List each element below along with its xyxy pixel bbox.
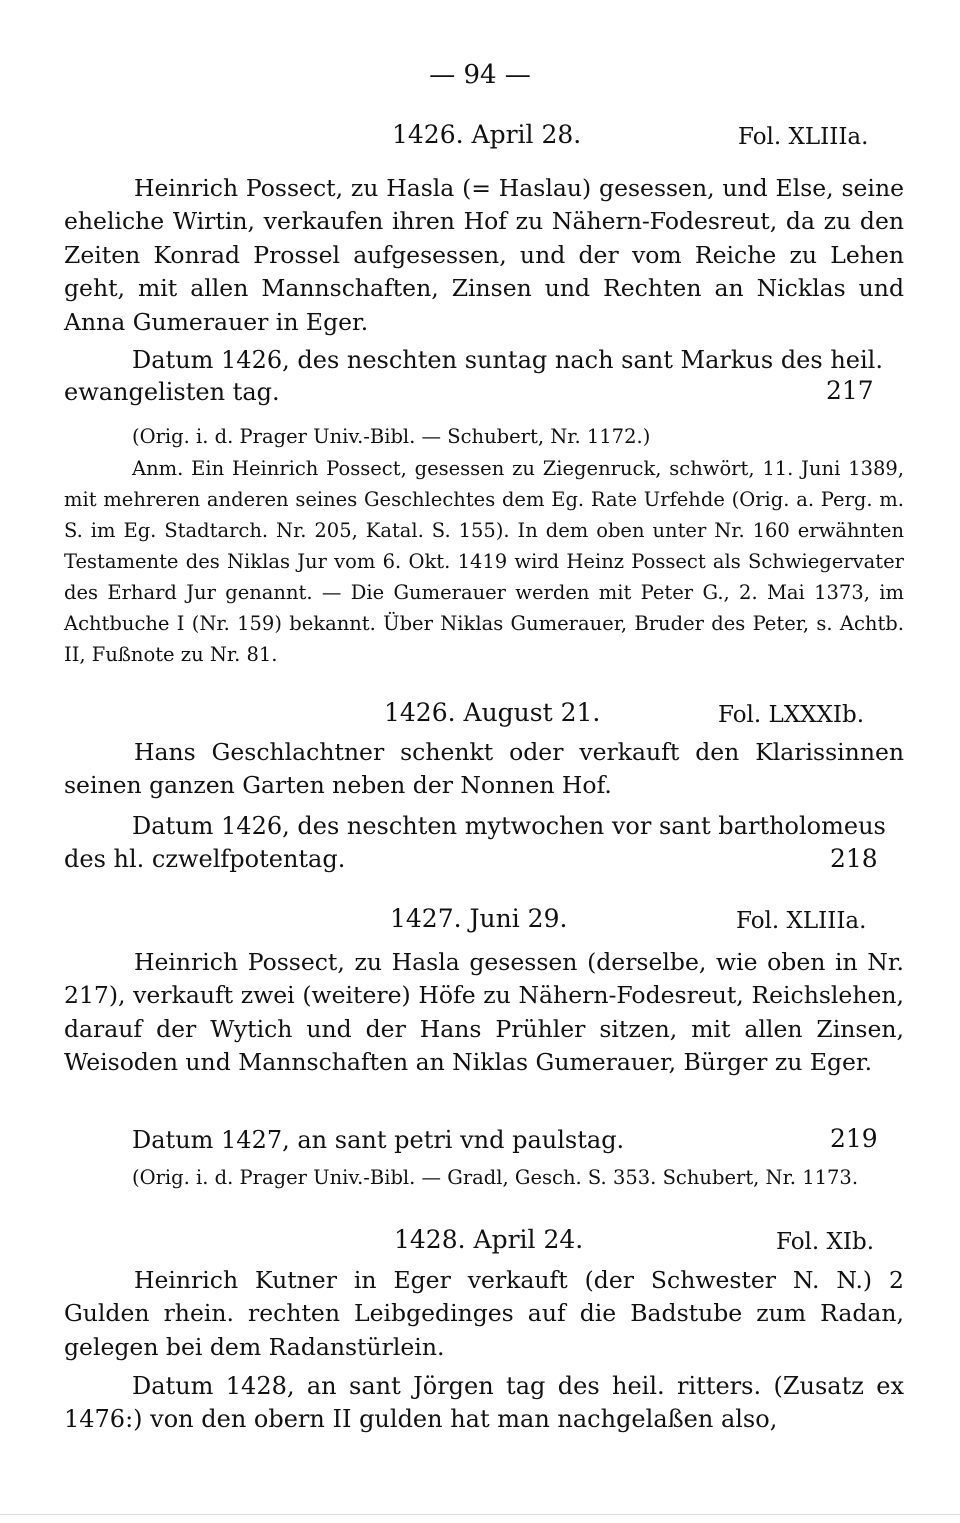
entry-text: Heinrich Possect, zu Hasla (= Haslau) gesessen, und Else, seine eheliche Wirtin, verkaufen ihren Hof zu Nähern-Fodesreut, da zu den Zeiten Konrad Prossel aufgesessen, und der vom Reiche zu Lehen geht, mit allen Mannschaften, Zinsen und Rechten an Nicklas und Anna Gumerauer in Eger. [64, 174, 904, 336]
entry-source: (Orig. i. d. Prager Univ.-Bibl. — Gradl, Gesch. S. 353. Schubert, Nr. 1173. [132, 1166, 859, 1189]
entry-date: 1428. April 24. [394, 1225, 584, 1254]
entry-number: 217 [826, 376, 874, 405]
entry-annotation: Anm. Ein Heinrich Possect, gesessen zu Ziegenruck, schwört, 11. Juni 1389, mit mehreren anderen seines Geschlechtes dem Eg. Rate Urfehde (Orig. a. Perg. m. S. im Eg. Stadtarch. Nr. 205, Katal. S. 155). In dem oben unter Nr. 160 erwähnten Testamente des Niklas Jur vom 6. Okt. 1419 wird Heinz Possect als Schwiegervater des Erhard Jur genannt. — Die Gumerauer werden mit Peter G., 2. Mai 1373, im Achtbuche I (Nr. 159) bekannt. Über Niklas Gumerauer, Bruder des Peter, s. Achtb. II, Fußnote zu Nr. 81. [64, 457, 904, 666]
entry-date: 1427. Juni 29. [390, 904, 568, 933]
entry-number: 219 [830, 1124, 878, 1153]
entry-datum [64, 344, 904, 408]
entry-date: 1426. August 21. [384, 698, 601, 727]
entry-source: (Orig. i. d. Prager Univ.-Bibl. — Schubert, Nr. 1172.) [132, 425, 651, 448]
entry-text: Heinrich Kutner in Eger verkauft (der Schwester N. N.) 2 Gulden rhein. rechten Leibgedinges auf die Badstube zum Radan, gelegen bei dem Radanstürlein. [64, 1266, 904, 1361]
entry-header [0, 120, 960, 160]
entry-folio: Fol. XLIIIa. [736, 908, 867, 934]
entry-datum [64, 810, 904, 877]
page-number: — 94 — [429, 60, 531, 90]
entry-header [0, 1225, 960, 1265]
entry-header [0, 698, 960, 738]
entry-folio: Fol. XLIIIa. [738, 124, 869, 150]
entry-text: Hans Geschlachtner schenkt oder verkauft den Klarissinnen seinen ganzen Garten neben der Nonnen Hof. [64, 738, 904, 800]
entry-header [0, 904, 960, 944]
entry-folio: Fol. XIb. [776, 1229, 875, 1255]
entry-number: 218 [830, 844, 878, 873]
entry-folio: Fol. LXXXIb. [718, 702, 865, 728]
datum-text: Datum 1428, an sant Jörgen tag des heil. ritters. (Zusatz ex 1476:) von den obern II gulden hat man nachgelaßen also, [64, 1372, 904, 1434]
datum-text: Datum 1426, des neschten mytwochen vor sant bartholomeus des hl. czwelfpotentag. [64, 812, 886, 874]
entry-date: 1426. April 28. [392, 120, 582, 149]
datum-text: Datum 1426, des neschten suntag nach sant Markus des heil. ewangelisten tag. [64, 346, 883, 406]
entry-datum [64, 1124, 904, 1157]
entry-text: Heinrich Possect, zu Hasla gesessen (derselbe, wie oben in Nr. 217), verkauft zwei (weitere) Höfe zu Nähern-Fodesreut, Reichslehen, darauf der Wytich und der Hans Prühler sitzen, mit allen Zinsen, Weisoden und Mannschaften an Niklas Gumerauer, Bürger zu Eger. [64, 948, 904, 1077]
page-edge-rule [0, 1514, 960, 1515]
entry-datum [64, 1370, 904, 1437]
datum-text: Datum 1427, an sant petri vnd paulstag. [132, 1126, 625, 1154]
